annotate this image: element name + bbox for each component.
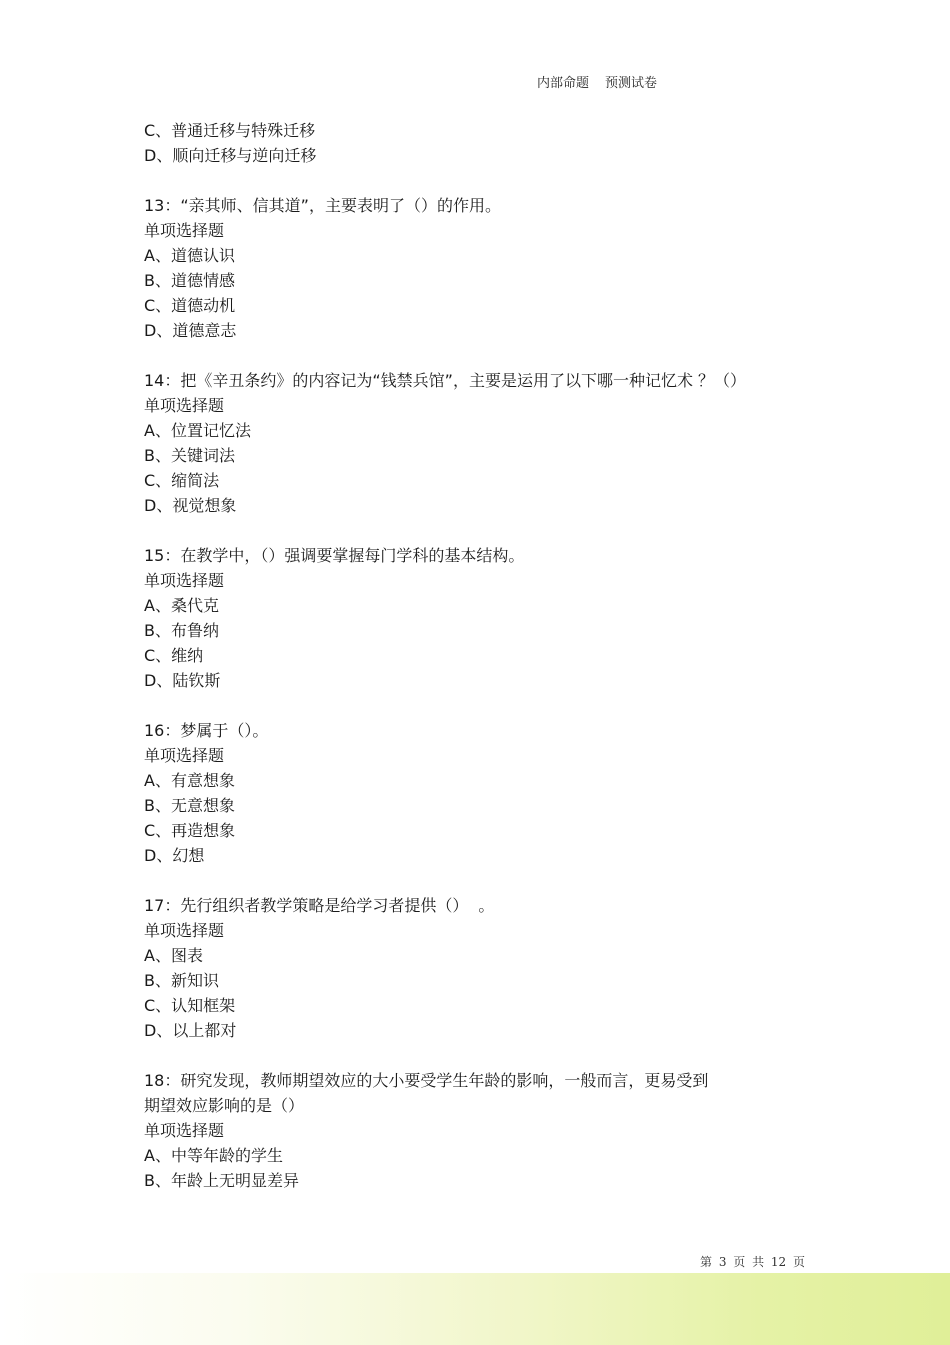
question-text-tail: 。 xyxy=(478,896,495,915)
page-header xyxy=(537,72,657,91)
question-block-17 xyxy=(144,893,824,1043)
question-block-14 xyxy=(144,368,824,518)
option-item: B、道德情感 xyxy=(144,271,235,290)
option-item: D、幻想 xyxy=(144,846,205,865)
question-text: 16：梦属于（）。 xyxy=(144,721,269,740)
question-block-16 xyxy=(144,718,824,868)
footer-decoration xyxy=(0,1273,950,1345)
question-text: 15：在教学中，（）强调要掌握每门学科的基本结构。 xyxy=(144,546,525,565)
option-item: B、布鲁纳 xyxy=(144,621,219,640)
option-item: C、普通迁移与特殊迁移 xyxy=(144,121,316,140)
option-item: D、视觉想象 xyxy=(144,496,237,515)
option-item: D、以上都对 xyxy=(144,1021,237,1040)
option-item: B、新知识 xyxy=(144,971,219,990)
question-text-continued: 期望效应影响的是（） xyxy=(144,1096,305,1115)
question-type: 单项选择题 xyxy=(144,746,225,765)
question-type: 单项选择题 xyxy=(144,396,225,415)
question-text: 18：研究发现，教师期望效应的大小要受学生年龄的影响，一般而言，更易受到 xyxy=(144,1071,709,1090)
option-item: A、道德认识 xyxy=(144,246,235,265)
option-item: C、缩简法 xyxy=(144,471,220,490)
page-number: 第 3 页 共 12 页 xyxy=(700,1255,805,1269)
option-item: D、顺向迁移与逆向迁移 xyxy=(144,146,317,165)
option-item: A、图表 xyxy=(144,946,203,965)
option-item: B、无意想象 xyxy=(144,796,235,815)
question-block-15 xyxy=(144,543,824,693)
question-type: 单项选择题 xyxy=(144,571,225,590)
option-item: B、年龄上无明显差异 xyxy=(144,1171,299,1190)
option-item: A、有意想象 xyxy=(144,771,235,790)
option-item: A、中等年龄的学生 xyxy=(144,1146,283,1165)
question-type: 单项选择题 xyxy=(144,221,225,240)
question-type: 单项选择题 xyxy=(144,921,225,940)
header-right-label: 预测试卷 xyxy=(605,76,658,91)
option-item: D、陆钦斯 xyxy=(144,671,221,690)
question-text-main: 17：先行组织者教学策略是给学习者提供（） xyxy=(144,896,461,915)
option-item: D、道德意志 xyxy=(144,321,237,340)
option-item: B、关键词法 xyxy=(144,446,235,465)
document-content xyxy=(144,118,824,1193)
leading-options xyxy=(144,118,824,168)
question-text xyxy=(144,893,824,918)
question-text: 14：把《辛丑条约》的内容记为“钱禁兵馆”，主要是运用了以下哪一种记忆术 ？（） xyxy=(144,371,747,390)
question-block-13 xyxy=(144,193,824,343)
header-left-label: 内部命题 xyxy=(537,76,590,91)
option-item: C、道德动机 xyxy=(144,296,236,315)
question-block-18 xyxy=(144,1068,824,1193)
option-item: C、再造想象 xyxy=(144,821,236,840)
option-item: A、位置记忆法 xyxy=(144,421,251,440)
question-text: 13：“亲其师、信其道”，主要表明了（）的作用。 xyxy=(144,196,501,215)
option-item: C、维纳 xyxy=(144,646,204,665)
question-type: 单项选择题 xyxy=(144,1121,225,1140)
option-item: A、桑代克 xyxy=(144,596,219,615)
option-item: C、认知框架 xyxy=(144,996,236,1015)
